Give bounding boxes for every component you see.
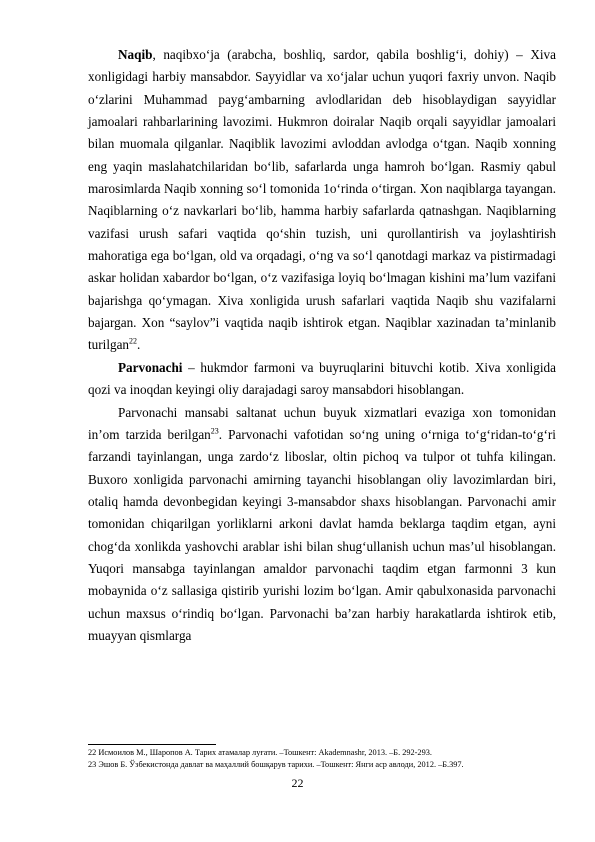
footnotes xyxy=(88,747,556,771)
paragraph-text: – hukmdor farmoni va buyruqlarini bituvchi kotib. Xiva xonligida qozi va inoqdan keyingi oliy darajadagi saroy mansabdori hisoblangan. xyxy=(88,359,556,398)
footnote-separator xyxy=(88,744,216,745)
footnote-ref-23: 23 xyxy=(210,426,219,436)
paragraph-naqib xyxy=(88,44,556,357)
paragraph-tail: . Parvonachi vafotidan so‘ng uning o‘rniga to‘g‘ridan-to‘g‘ri farzandi tayinlangan, unga zardo‘z liboslar, oltin pichoq va tulpor ot tuhfa kilingan. Buxoro xonligida parvonachi amirning tayanchi hisoblangan oliy lavozimlardan biri, otaliq hamda devonbegidan keyingi 3-mansabdor shaxs hisoblangan. Parvonachi amir tomonidan chiqarilgan yorliklarni arkoni davlat hamda beklarga taqdim etgan, ayni chog‘da xonlikda yashovchi arablar ishi bilan shug‘ullanish uchun mas’ul hisoblangan. Yuqori mansabga tayinlangan amaldor parvonachi taqdim etgan farmonni 3 kun mobaynida o‘z sallasiga qistirib yurishi lozim bo‘lgan. Amir qabulxonasida parvonachi uchun maxsus o‘rindiq bo‘lgan. Parvonachi ba’zan harbiy harakatlarda ishtirok etib, muayyan qismlarga xyxy=(88,426,556,643)
paragraph-tail: . xyxy=(137,337,141,353)
footnote-23: 23 Эшов Б. Ўзбекистонда давлат ва маҳаллий бошқарув тарихи. –Тошкент: Янги аср авлоди, 2012. –Б.397. xyxy=(88,760,464,769)
term-parvonachi: Parvonachi xyxy=(118,359,183,375)
paragraph-text: , naqibxo‘ja (arabcha, boshliq, sardor, qabila boshlig‘i, dohiy) – Xiva xonligidagi harbiy mansabdor. Sayyidlar va xo‘jalar uchun yuqori faxriy unvon. Naqib o‘zlarini Muhammad payg‘ambarning avlodlaridan deb hisoblaydigan sayyidlar jamoalari rahbarlarining lavozimi. Hukmron doiralar Naqib orqali sayyidlar jamoalari bilan muomala qilganlar. Naqiblik lavozimi avloddan avlodga o‘tgan. Naqib xonning eng yaqin maslahatchilaridan bo‘lib, safarlarda unga hamroh bo‘lgan. Rasmiy qabul marosimlarda Naqib xonning so‘l tomonida 1o‘rinda o‘tirgan. Xon naqiblarga tayangan. Naqiblarning o‘z navkarlari bo‘lib, hamma harbiy safarlarda qatnashgan. Naqiblarning vazifasi urush safari vaqtida qo‘shin tuzish, uni qurollantirish va joylashtirish mahoratiga ega bo‘lgan, old va orqadagi, o‘ng va so‘l qanotdagi markaz va pistirmadagi askar holidan xabardor bo‘lgan, o‘z vazifasiga loyiq bo‘lmagan kishini ma’lum vazifani bajarishga qo‘ymagan. Xiva xonligida urush safarlari vaqtida Naqib shu vazifalarni bajargan. Xon “saylov”i vaqtida naqib ishtirok etgan. Naqiblar xazinadan ta’minlanib turilgan xyxy=(88,47,556,353)
term-naqib: Naqib xyxy=(118,47,153,62)
paragraph-text: Parvonachi mansabi saltanat uchun buyuk xizmatlari evaziga xon tomonidan in’om tarzida berilgan xyxy=(88,404,556,442)
footnote-ref-22: 22 xyxy=(129,337,138,347)
paragraph-parvonachi xyxy=(88,357,556,402)
body-text xyxy=(88,44,556,647)
footnote-22: 22 Исмоилов М., Шаропов А. Тарих атамалар луғати. –Тошкент: Akademnashr, 2013. –Б. 292-293. xyxy=(88,748,432,757)
page-number: 22 xyxy=(291,776,304,790)
paragraph-parvonachi-mansabi xyxy=(88,402,556,648)
